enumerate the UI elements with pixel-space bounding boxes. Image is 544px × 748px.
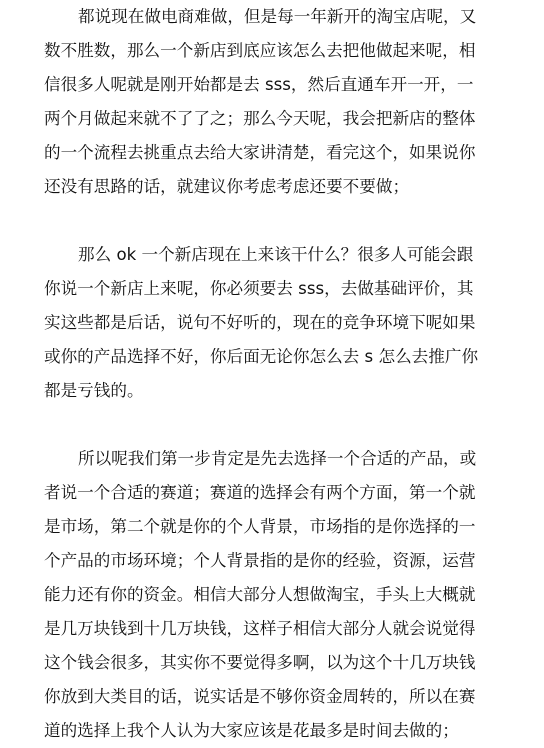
text-line: 是市场，第二个就是你的个人背景，市场指的是你选择的一 (44, 517, 476, 536)
text-line: 这个钱会很多，其实你不要觉得多啊，以为这个十几万块钱 (44, 653, 476, 672)
text-line: 你放到大类目的话，说实话是不够你资金周转的，所以在赛 (44, 687, 476, 706)
paragraph-2 (44, 238, 514, 408)
text-line: 信很多人呢就是刚开始都是去 sss，然后直通车开一开，一 (44, 75, 474, 94)
text-line: 或你的产品选择不好，你后面无论你怎么去 s 怎么去推广你 (44, 347, 479, 366)
text-line: 能力还有你的资金。相信大部分人想做淘宝，手头上大概就 (44, 585, 476, 604)
text-line: 是几万块钱到十几万块钱，这样子相信大部分人就会说觉得 (44, 619, 476, 638)
text-line: 实这些都是后话，说句不好听的，现在的竞争环境下呢如果 (44, 313, 476, 332)
text-line: 你说一个新店上来呢，你必须要去 sss，去做基础评价，其 (44, 279, 474, 298)
text-line: 都说现在做电商难做，但是每一年新开的淘宝店呢，又 (78, 7, 477, 26)
text-line: 者说一个合适的赛道；赛道的选择会有两个方面，第一个就 (44, 483, 476, 502)
text-line: 道的选择上我个人认为大家应该是花最多是时间去做的； (44, 721, 459, 740)
paragraph-gap (44, 204, 514, 238)
paragraph-1 (44, 0, 514, 204)
text-line: 所以呢我们第一步肯定是先去选择一个合适的产品，或 (78, 449, 477, 468)
text-line: 数不胜数，那么一个新店到底应该怎么去把他做起来呢，相 (44, 41, 476, 60)
text-line: 两个月做起来就不了了之；那么今天呢，我会把新店的整体 (44, 109, 476, 128)
text-line: 都是亏钱的。 (44, 381, 144, 400)
paragraph-3 (44, 442, 514, 748)
paragraph-gap (44, 408, 514, 442)
text-line: 还没有思路的话，就建议你考虑考虑还要不要做； (44, 177, 410, 196)
document-body (44, 0, 514, 748)
text-line: 那么 ok 一个新店现在上来该干什么？很多人可能会跟 (78, 245, 474, 264)
text-line: 个产品的市场环境；个人背景指的是你的经验，资源，运营 (44, 551, 476, 570)
text-line: 的一个流程去挑重点去给大家讲清楚，看完这个，如果说你 (44, 143, 476, 162)
